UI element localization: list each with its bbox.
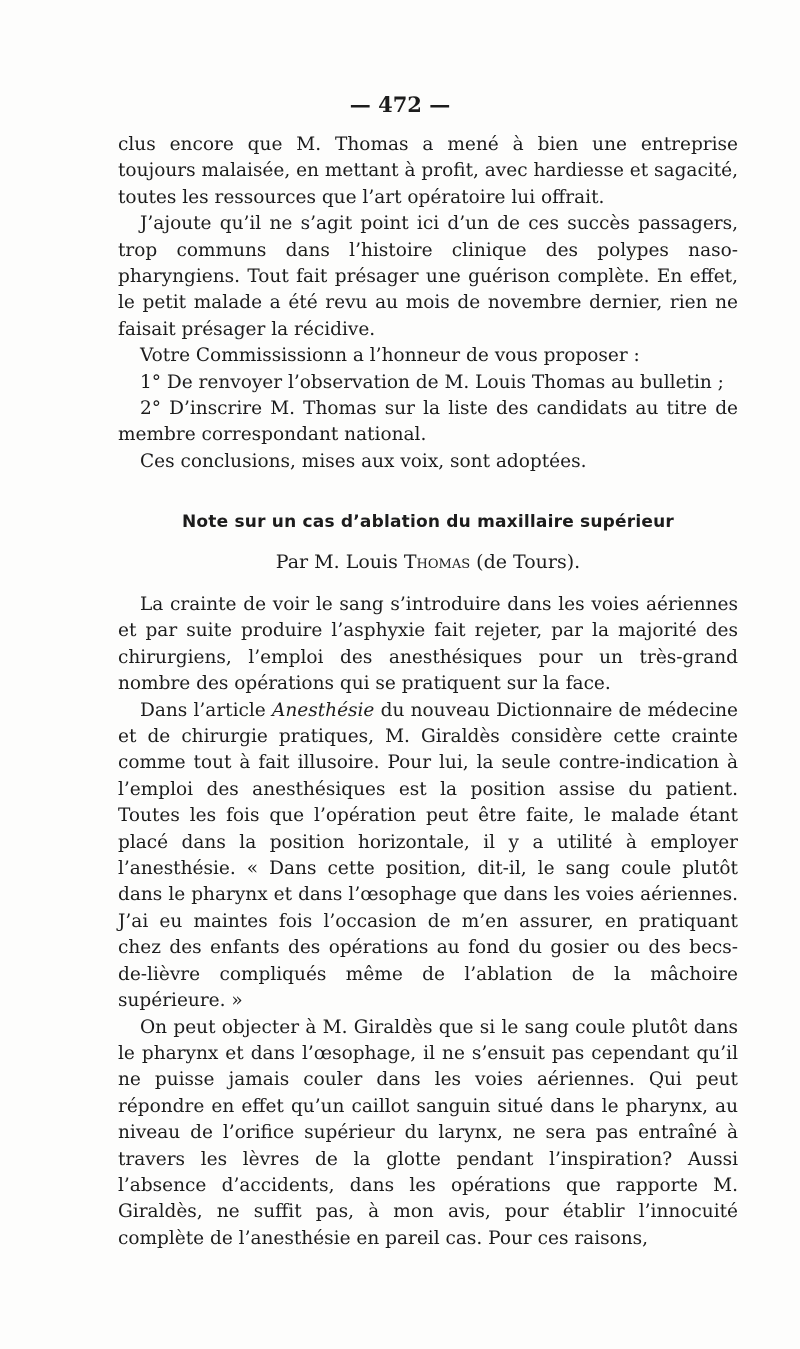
report-conclusion-section	[118, 132, 738, 475]
page-number: — 472 —	[349, 92, 451, 117]
paragraph-continuation: clus encore que M. Thomas a mené à bien une entreprise toujours malaisée, en mettant à profit, avec hardiesse et sagacité, toutes les ressources que l’art opératoire lui offrait.	[118, 134, 738, 208]
p2-before: Dans l’article	[140, 699, 272, 721]
proposal-item-2: 2° D’inscrire M. Thomas sur la liste des candidats au titre de membre correspondant national.	[118, 398, 738, 446]
note-title: Note sur un cas d’ablation du maxillaire supérieur	[181, 512, 675, 532]
byline-author-name: Thomas	[403, 551, 471, 573]
paragraph-no-recurrence: J’ajoute qu’il ne s’agit point ici d’un de ces succès passagers, trop communs dans l’histoire clinique des polypes naso-pharyngiens. Tout fait présager une guérison complète. En effet, le petit malade a été revu au mois de novembre dernier, rien ne faisait présager la récidive.	[118, 213, 738, 340]
paragraph-conclusions-adopted: Ces conclusions, mises aux voix, sont adoptées.	[140, 450, 587, 472]
paragraph-asphyxia-fear: La crainte de voir le sang s’introduire dans les voies aériennes et par suite produire l’asphyxie fait rejeter, par la majorité des chirurgiens, l’emploi des anesthésiques pour un très-grand nombre des opérations qui se pratiquent sur la face.	[118, 594, 738, 695]
paragraph-giraldes-article	[118, 698, 738, 1015]
paragraph-objection: On peut objecter à M. Giraldès que si le sang coule plutôt dans le pharynx et dans l’œsophage, il ne s’ensuit pas cependant qu’il ne puisse jamais couler dans les voies aériennes. Qui peut répondre en effet qu’un caillot sanguin situé dans le pharynx, au niveau de l’orifice supérieur du larynx, ne sera pas entraîné à travers les lèvres de la glotte pendant l’inspiration? Aussi l’absence d’accidents, dans les opérations que rapporte M. Giraldès, ne suffit pas, à mon avis, pour établir l’innocuité complète de l’anesthésie en pareil cas. Pour ces raisons,	[118, 1016, 738, 1249]
note-body	[118, 592, 738, 1252]
article-title-anesthesie: Anesthésie	[272, 699, 375, 721]
p2-after: du nouveau Dictionnaire de médecine et de chirurgie pratiques, M. Giraldès considère cette crainte comme tout à fait illusoire. Pour lui, la seule contre-indication à l’emploi des anesthésiques est la position assise du patient. Toutes les fois que l’opération peut être faite, le malade étant placé dans la position horizontale, il y a utilité à employer l’anesthésie. « Dans cette position, dit-il, le sang coule plutôt dans le pharynx et dans l’œsophage que dans les voies aériennes. J’ai eu maintes fois l’occasion de m’en assurer, en pratiquant chez des enfants des opérations au fond du gosier ou des becs-de-lièvre compliqués même de l’ablation de la mâchoire supérieure. »	[118, 699, 739, 1012]
proposal-item-1: 1° De renvoyer l’observation de M. Louis Thomas au bulletin ;	[140, 371, 724, 393]
byline-prefix: Par M. Louis	[275, 551, 404, 573]
note-byline	[118, 550, 738, 574]
paragraph-commission-proposal: Votre Commississionn a l’honneur de vous proposer :	[140, 345, 640, 367]
byline-suffix: (de Tours).	[470, 551, 581, 573]
